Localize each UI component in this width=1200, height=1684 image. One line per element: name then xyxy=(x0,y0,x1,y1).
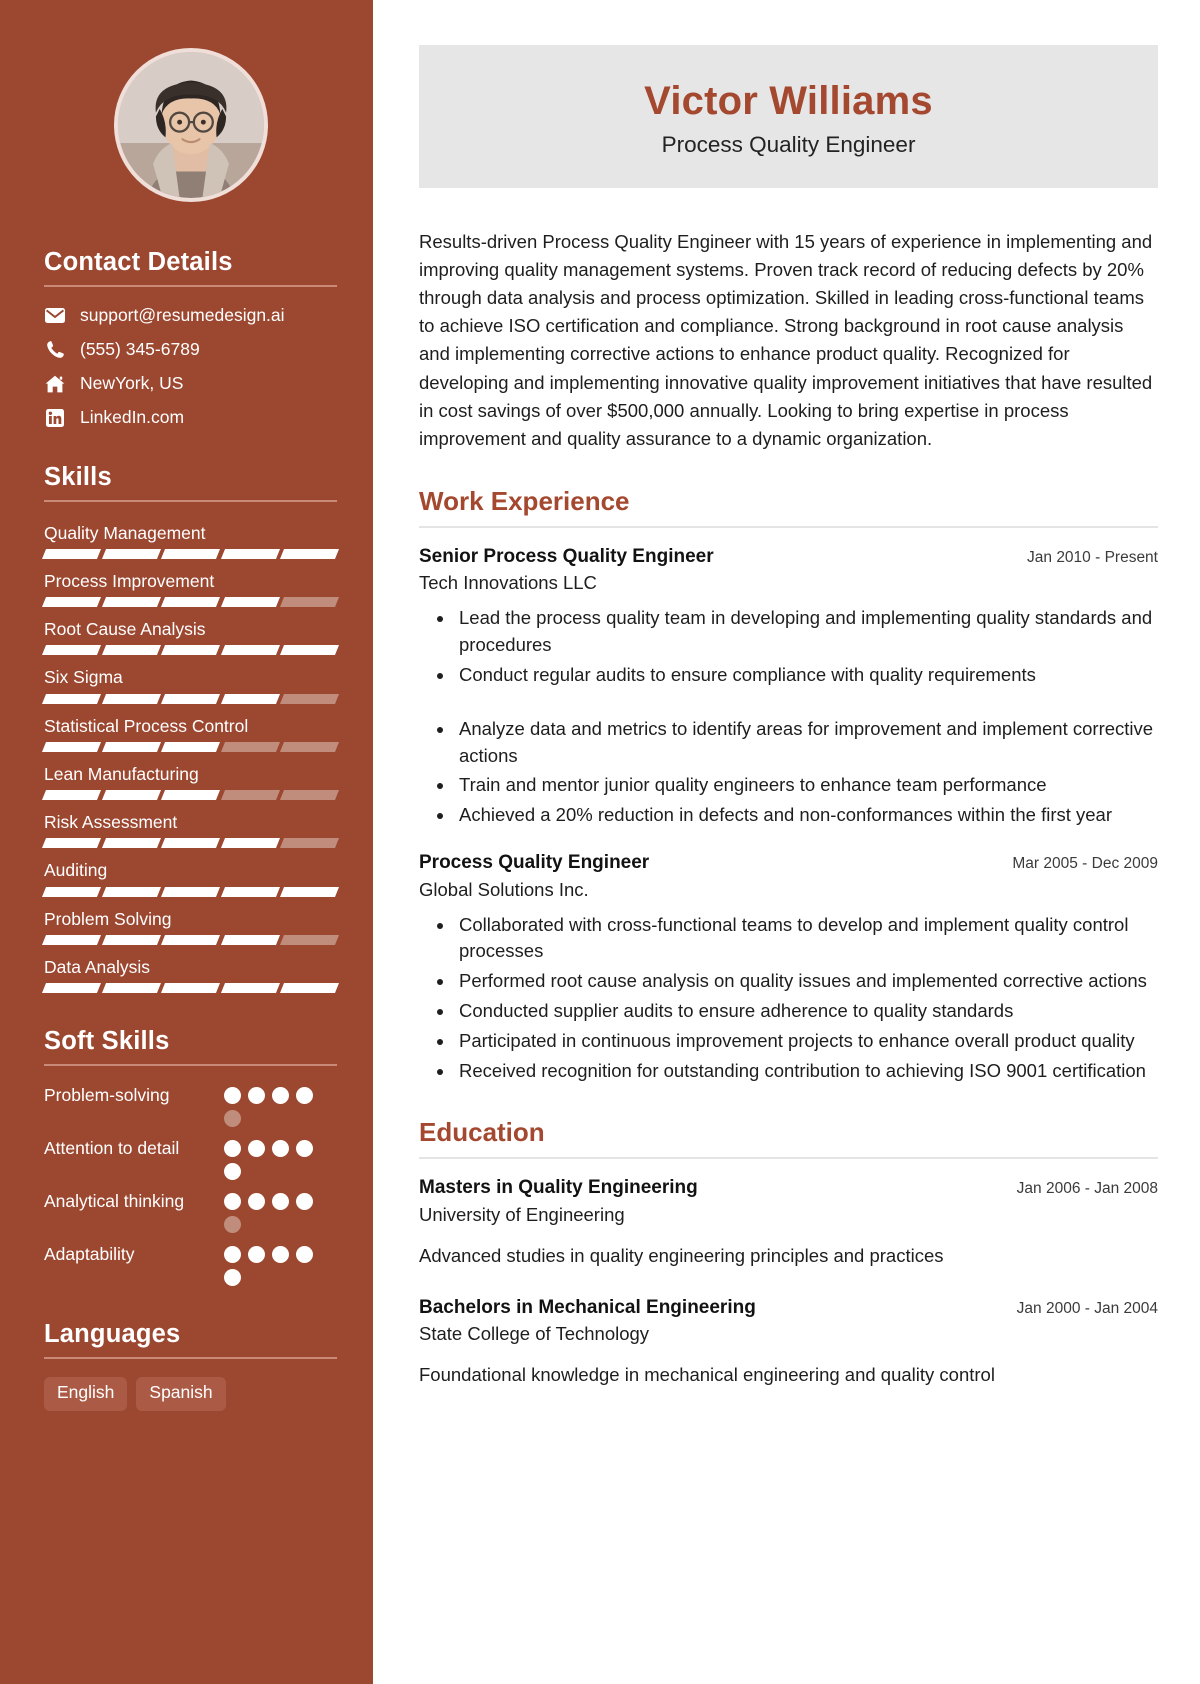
soft-skill-rating xyxy=(224,1243,320,1286)
skill-level-segment xyxy=(102,790,161,800)
skill-label: Lean Manufacturing xyxy=(44,763,199,784)
skill-level-segment xyxy=(280,983,339,993)
soft-skills-section xyxy=(44,1027,337,1286)
responsibility-item: • Participated in continuous improvement projects to enhance overall product quality xyxy=(455,1028,1158,1055)
skill-level-segment xyxy=(42,790,101,800)
skill-level-segment xyxy=(42,597,101,607)
skill-level-segment xyxy=(102,597,161,607)
work-experience-entry xyxy=(419,851,1158,1084)
rating-dot xyxy=(224,1163,241,1180)
job-date-range: Jan 2010 - Present xyxy=(1027,548,1158,566)
skill-level-segment xyxy=(161,983,220,993)
skill-item xyxy=(44,713,337,752)
soft-skill-label: Problem-solving xyxy=(44,1085,170,1106)
divider xyxy=(44,285,337,287)
skill-level-segment xyxy=(102,694,161,704)
contact-phone-value: (555) 345-6789 xyxy=(80,338,200,359)
languages-list xyxy=(44,1377,337,1411)
skill-label: Six Sigma xyxy=(44,667,123,688)
skill-level-segment xyxy=(42,549,101,559)
skill-label: Quality Management xyxy=(44,522,206,543)
degree-description: Advanced studies in quality engineering principles and practices xyxy=(419,1244,944,1266)
rating-dot xyxy=(224,1193,241,1210)
skill-level-segment xyxy=(161,694,220,704)
work-experience-entry xyxy=(419,545,1158,829)
skill-level-segment xyxy=(221,887,280,897)
responsibility-item: • Train and mentor junior quality engineers to enhance team performance xyxy=(455,772,1158,799)
entry-header xyxy=(419,1176,1158,1201)
skill-level-segment xyxy=(42,983,101,993)
divider xyxy=(419,1157,1158,1159)
skill-item xyxy=(44,520,337,559)
contact-item-phone[interactable] xyxy=(44,339,337,361)
skill-level-segment xyxy=(42,742,101,752)
entry-header xyxy=(419,851,1158,876)
skill-level-segment xyxy=(102,887,161,897)
rating-dot xyxy=(248,1140,265,1157)
skill-level-segment xyxy=(221,694,280,704)
degree-title: Bachelors in Mechanical Engineering xyxy=(419,1296,756,1318)
skill-label: Risk Assessment xyxy=(44,812,178,833)
contact-details-section xyxy=(44,248,337,429)
contact-details-heading: Contact Details xyxy=(44,248,233,276)
soft-skill-item xyxy=(44,1137,337,1180)
skill-level-segment xyxy=(102,549,161,559)
skill-level-segment xyxy=(280,645,339,655)
soft-skill-label: Attention to detail xyxy=(44,1138,180,1159)
skill-level-segment xyxy=(161,645,220,655)
degree-title: Masters in Quality Engineering xyxy=(419,1177,698,1199)
rating-dot xyxy=(272,1246,289,1263)
divider xyxy=(44,500,337,502)
rating-dot xyxy=(224,1269,241,1286)
education-entry xyxy=(419,1176,1158,1269)
skill-level-segment xyxy=(280,597,339,607)
skill-level-segment xyxy=(102,645,161,655)
contact-item-linkedin[interactable] xyxy=(44,407,337,429)
skill-label: Root Cause Analysis xyxy=(44,619,206,640)
degree-description: Foundational knowledge in mechanical engineering and quality control xyxy=(419,1364,995,1386)
skill-level-bar xyxy=(44,694,337,704)
email-icon xyxy=(44,308,66,323)
languages-heading: Languages xyxy=(44,1320,181,1349)
skill-item xyxy=(44,568,337,607)
skill-level-segment xyxy=(161,838,220,848)
rating-dot xyxy=(224,1087,241,1104)
rating-dot xyxy=(248,1087,265,1104)
work-experience-list xyxy=(419,545,1158,1085)
rating-dot xyxy=(224,1246,241,1263)
skill-level-segment xyxy=(221,790,280,800)
divider xyxy=(44,1357,337,1359)
degree-date-range: Jan 2000 - Jan 2004 xyxy=(1016,1299,1158,1317)
skill-level-bar xyxy=(44,597,337,607)
responsibility-item: • Analyze data and metrics to identify areas for improvement and implement corrective actions xyxy=(455,716,1158,770)
professional-summary: Results-driven Process Quality Engineer with 15 years of experience in implementing and improving quality management systems. Proven track record of reducing defects by 20% through data analysis and process optimization. Skilled in leading cross-functional teams to achieve ISO certification and compliance. Strong background in root cause analysis and implementing corrective actions to enhance product quality. Recognized for developing and implementing innovative quality improvement initiatives that have resulted in cost savings of over $500,000 annually. Looking to bring expertise in process improvement and quality assurance to a dynamic organization. xyxy=(419,231,1153,449)
soft-skill-item xyxy=(44,1243,337,1286)
skills-list xyxy=(44,520,337,994)
skill-level-bar xyxy=(44,935,337,945)
job-date-range: Mar 2005 - Dec 2009 xyxy=(1012,855,1158,873)
soft-skill-rating xyxy=(224,1084,320,1127)
rating-dot xyxy=(296,1087,313,1104)
skill-item xyxy=(44,616,337,655)
skill-label: Statistical Process Control xyxy=(44,715,249,736)
language-tag: Spanish xyxy=(136,1377,225,1411)
job-title-text: Senior Process Quality Engineer xyxy=(419,545,714,567)
soft-skills-heading: Soft Skills xyxy=(44,1027,170,1056)
skill-label: Auditing xyxy=(44,860,108,881)
skill-level-segment xyxy=(161,742,220,752)
responsibility-item: • Received recognition for outstanding contribution to achieving ISO 9001 certification xyxy=(455,1058,1158,1085)
languages-section xyxy=(44,1320,337,1411)
soft-skill-item xyxy=(44,1190,337,1233)
skill-level-bar xyxy=(44,983,337,993)
phone-icon xyxy=(44,340,66,359)
responsibility-list xyxy=(419,605,1158,829)
rating-dot xyxy=(296,1246,313,1263)
institution-name: State College of Technology xyxy=(419,1323,650,1345)
skill-level-segment xyxy=(102,838,161,848)
profile-photo-icon xyxy=(118,52,264,198)
avatar-container xyxy=(44,48,337,202)
skill-level-segment xyxy=(221,935,280,945)
skill-level-segment xyxy=(102,742,161,752)
rating-dot xyxy=(224,1110,241,1127)
skill-level-segment xyxy=(102,935,161,945)
skill-label: Process Improvement xyxy=(44,570,215,591)
name-header-card xyxy=(419,45,1158,188)
skill-level-segment xyxy=(221,838,280,848)
skill-level-segment xyxy=(42,838,101,848)
soft-skill-item xyxy=(44,1084,337,1127)
skill-level-segment xyxy=(161,549,220,559)
education-heading: Education xyxy=(419,1117,545,1148)
skill-level-segment xyxy=(280,742,339,752)
company-name: Global Solutions Inc. xyxy=(419,878,589,900)
entry-header xyxy=(419,1296,1158,1321)
skills-section xyxy=(44,463,337,994)
skill-level-bar xyxy=(44,838,337,848)
skill-level-segment xyxy=(280,549,339,559)
skill-level-segment xyxy=(161,790,220,800)
contact-item-location[interactable] xyxy=(44,373,337,395)
skill-item xyxy=(44,809,337,848)
skill-level-segment xyxy=(221,549,280,559)
skill-level-segment xyxy=(280,790,339,800)
responsibility-item: • Lead the process quality team in developing and implementing quality standards and procedures xyxy=(455,605,1158,659)
contact-email-value: support@resumedesign.ai xyxy=(80,305,285,326)
rating-dot xyxy=(272,1140,289,1157)
responsibility-list xyxy=(419,912,1158,1085)
education-list xyxy=(419,1176,1158,1389)
skill-label: Problem Solving xyxy=(44,908,172,929)
skill-level-bar xyxy=(44,549,337,559)
rating-dot xyxy=(248,1193,265,1210)
skill-level-segment xyxy=(42,935,101,945)
responsibility-item: • Conduct regular audits to ensure compliance with quality requirements xyxy=(455,662,1158,689)
soft-skill-rating xyxy=(224,1190,320,1233)
skill-label: Data Analysis xyxy=(44,956,151,977)
skill-item xyxy=(44,664,337,703)
job-title: Process Quality Engineer xyxy=(661,132,916,157)
rating-dot xyxy=(272,1087,289,1104)
job-title-text: Process Quality Engineer xyxy=(419,852,650,874)
skill-level-bar xyxy=(44,790,337,800)
rating-dot xyxy=(224,1216,241,1233)
skill-level-bar xyxy=(44,742,337,752)
skill-level-segment xyxy=(161,887,220,897)
responsibility-item: • Achieved a 20% reduction in defects and non-conformances within the first year xyxy=(455,802,1158,829)
linkedin-icon xyxy=(44,409,66,427)
degree-date-range: Jan 2006 - Jan 2008 xyxy=(1016,1180,1158,1198)
rating-dot xyxy=(272,1193,289,1210)
work-experience-heading: Work Experience xyxy=(419,485,630,516)
responsibility-item: • Conducted supplier audits to ensure adherence to quality standards xyxy=(455,998,1158,1025)
divider xyxy=(419,526,1158,528)
main-content xyxy=(373,0,1200,1684)
soft-skills-list xyxy=(44,1084,337,1286)
contact-location-value: NewYork, US xyxy=(80,372,184,393)
skill-item xyxy=(44,761,337,800)
soft-skill-rating xyxy=(224,1137,320,1180)
skill-level-segment xyxy=(42,887,101,897)
rating-dot xyxy=(224,1140,241,1157)
skill-item xyxy=(44,857,337,896)
skill-item xyxy=(44,906,337,945)
skill-level-segment xyxy=(161,597,220,607)
skill-item xyxy=(44,954,337,993)
home-icon xyxy=(44,375,66,393)
skill-level-segment xyxy=(280,838,339,848)
skill-level-segment xyxy=(161,935,220,945)
skill-level-segment xyxy=(221,983,280,993)
responsibility-item: • Performed root cause analysis on quality issues and implemented corrective actions xyxy=(455,968,1158,995)
contact-linkedin-value: LinkedIn.com xyxy=(80,406,185,427)
skill-level-segment xyxy=(280,887,339,897)
education-entry xyxy=(419,1296,1158,1389)
soft-skill-label: Analytical thinking xyxy=(44,1191,185,1212)
rating-dot xyxy=(296,1193,313,1210)
skill-level-segment xyxy=(42,694,101,704)
company-name: Tech Innovations LLC xyxy=(419,572,597,594)
soft-skill-label: Adaptability xyxy=(44,1244,135,1265)
skill-level-segment xyxy=(221,597,280,607)
page-title: Victor Williams xyxy=(644,79,933,123)
avatar xyxy=(114,48,268,202)
rating-dot xyxy=(296,1140,313,1157)
skill-level-segment xyxy=(102,983,161,993)
skill-level-segment xyxy=(221,742,280,752)
entry-header xyxy=(419,545,1158,570)
contact-item-email[interactable] xyxy=(44,305,337,327)
language-tag: English xyxy=(44,1377,127,1411)
skill-level-segment xyxy=(42,645,101,655)
skill-level-bar xyxy=(44,887,337,897)
sidebar xyxy=(0,0,373,1684)
skill-level-bar xyxy=(44,645,337,655)
skills-heading: Skills xyxy=(44,462,112,491)
rating-dot xyxy=(248,1246,265,1263)
skill-level-segment xyxy=(280,694,339,704)
divider xyxy=(44,1064,337,1066)
institution-name: University of Engineering xyxy=(419,1204,625,1226)
skill-level-segment xyxy=(280,935,339,945)
responsibility-item: • Collaborated with cross-functional teams to develop and implement quality control processes xyxy=(455,912,1158,966)
skill-level-segment xyxy=(221,645,280,655)
